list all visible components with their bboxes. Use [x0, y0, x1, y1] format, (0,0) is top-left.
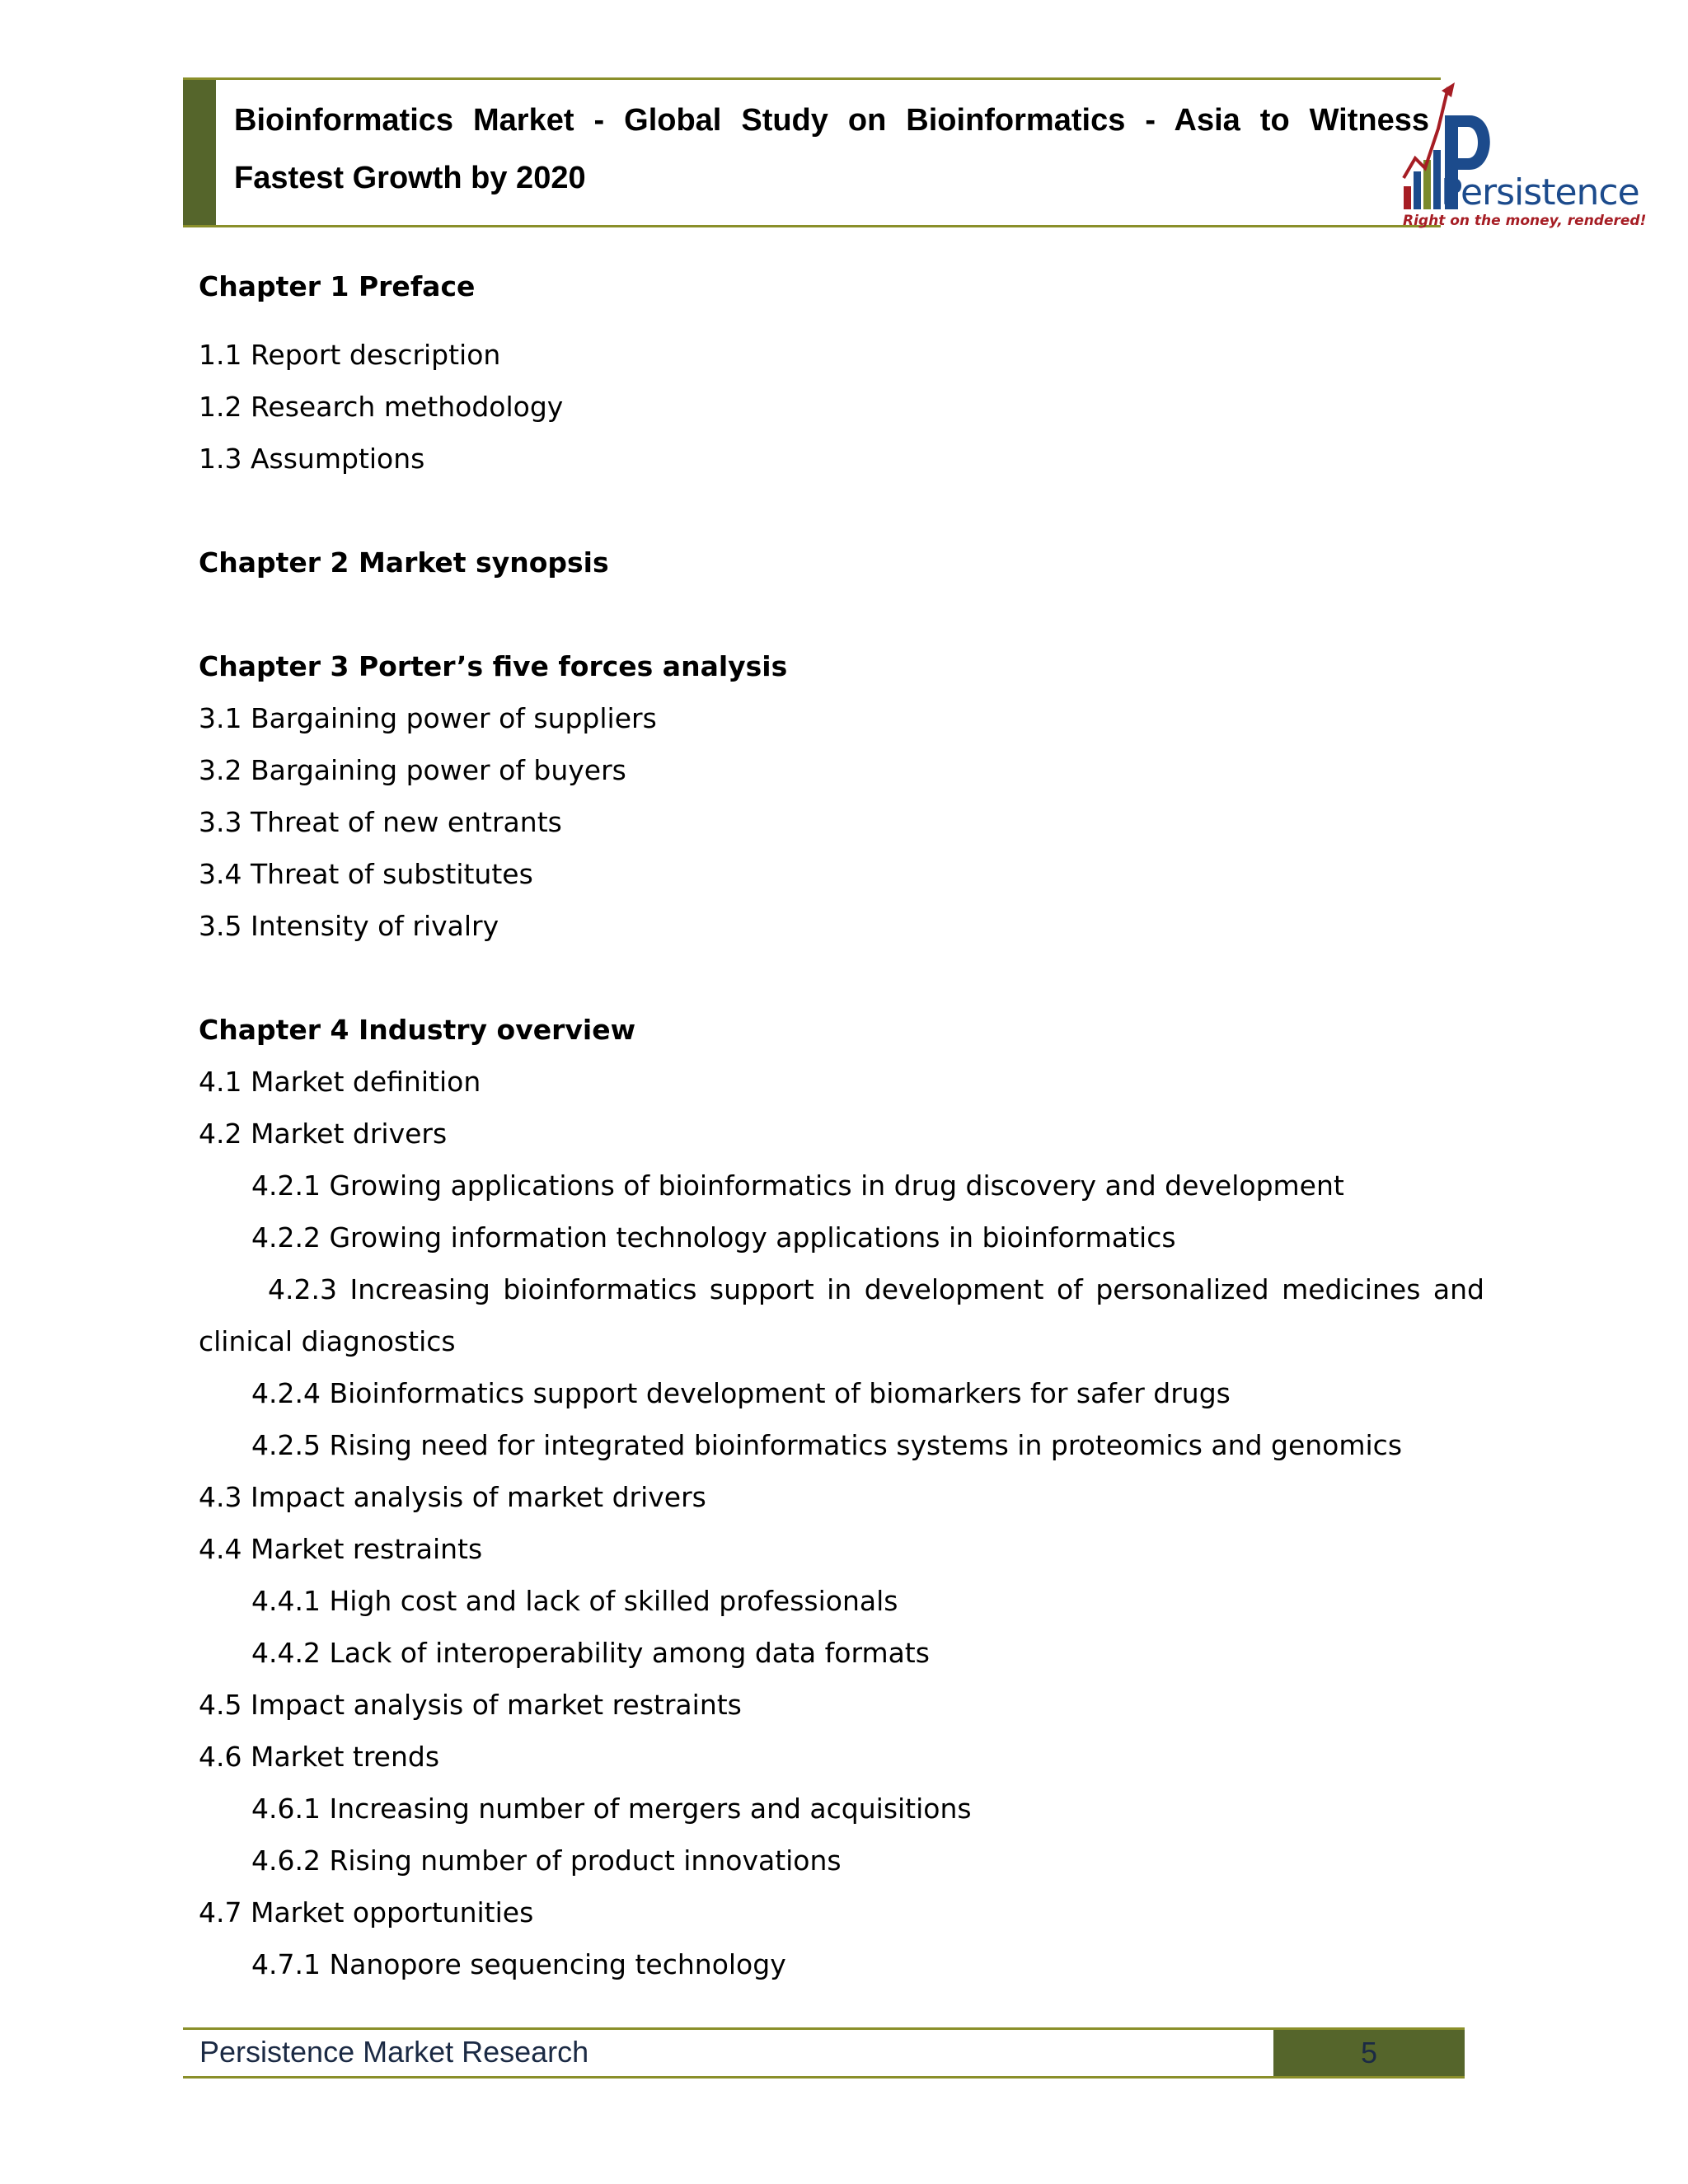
toc-item: 4.4 Market restraints: [199, 1533, 483, 1565]
toc-item: 3.5 Intensity of rivalry: [199, 910, 499, 942]
header-accent-bar: [183, 80, 216, 225]
toc-item: 3.1 Bargaining power of suppliers: [199, 702, 657, 734]
toc-chapter: Chapter 1 Preface: [199, 270, 476, 302]
toc-item: 3.4 Threat of substitutes: [199, 858, 533, 890]
toc-item: 1.2 Research methodology: [199, 391, 564, 423]
toc-subitem: 4.2.5 Rising need for integrated bioinformatics systems in proteomics and genomics: [251, 1429, 1403, 1461]
table-of-contents: [199, 260, 1484, 1990]
toc-item: 4.7 Market opportunities: [199, 1896, 534, 1929]
toc-item: 4.6 Market trends: [199, 1741, 440, 1773]
toc-subitem: 4.2.3 Increasing bioinformatics support in development of personalized medicines and: [268, 1273, 1484, 1305]
toc-subitem: 4.2.4 Bioinformatics support development of biomarkers for safer drugs: [251, 1377, 1231, 1409]
toc-item: 1.3 Assumptions: [199, 443, 425, 475]
toc-subitem: 4.6.1 Increasing number of mergers and acquisitions: [251, 1793, 972, 1825]
page-header: [183, 77, 1441, 227]
toc-subitem: 4.7.1 Nanopore sequencing technology: [251, 1948, 786, 1980]
page-number: 5: [1273, 2030, 1465, 2076]
toc-chapter: Chapter 3 Porter’s five forces analysis: [199, 650, 788, 682]
toc-item: 4.2 Market drivers: [199, 1118, 448, 1150]
toc-subitem: 4.4.2 Lack of interoperability among data formats: [251, 1637, 930, 1669]
spacer: [199, 485, 1484, 537]
spacer: [199, 312, 1484, 329]
page-footer: [183, 2027, 1465, 2079]
toc-subitem: 4.4.1 High cost and lack of skilled professionals: [251, 1585, 898, 1617]
toc-item: 3.2 Bargaining power of buyers: [199, 754, 626, 786]
toc-item: 4.5 Impact analysis of market restraints: [199, 1689, 742, 1721]
logo-tagline: Right on the money, rendered!: [1403, 213, 1647, 229]
logo-wordmark: Persistence: [1441, 171, 1639, 213]
toc-chapter: Chapter 2 Market synopsis: [199, 546, 609, 579]
toc-item: 3.3 Threat of new entrants: [199, 806, 562, 838]
toc-item: 4.1 Market definition: [199, 1066, 481, 1098]
toc-item: 1.1 Report description: [199, 339, 501, 371]
report-title: Bioinformatics Market - Global Study on Bioinformatics - Asia to Witness Fastest Growth by 2020: [234, 103, 1429, 195]
toc-subitem: 4.6.2 Rising number of product innovations: [251, 1844, 842, 1877]
toc-chapter: Chapter 4 Industry overview: [199, 1014, 636, 1046]
footer-company: Persistence Market Research: [199, 2035, 589, 2069]
spacer: [199, 952, 1484, 1004]
toc-item: 4.3 Impact analysis of market drivers: [199, 1481, 706, 1513]
spacer: [199, 588, 1484, 640]
toc-subitem: 4.2.1 Growing applications of bioinformatics in drug discovery and development: [251, 1169, 1344, 1202]
toc-subitem: 4.2.2 Growing information technology applications in bioinformatics: [251, 1221, 1176, 1254]
toc-subitem-continued: clinical diagnostics: [199, 1325, 456, 1357]
